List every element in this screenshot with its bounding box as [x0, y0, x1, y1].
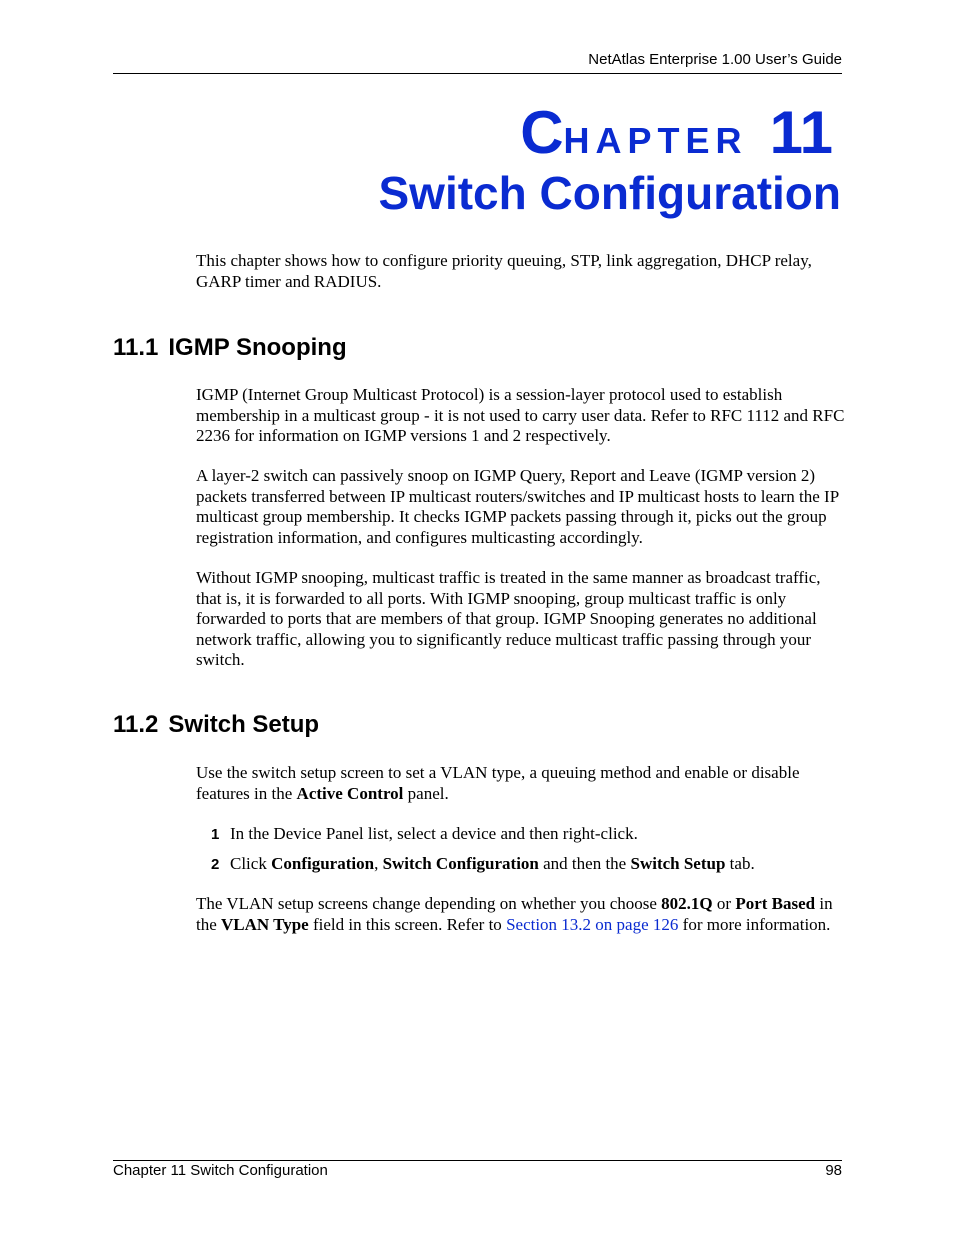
step-1	[211, 824, 638, 846]
footer-rule	[113, 1160, 842, 1161]
paragraph	[196, 894, 846, 935]
text-span: ,	[374, 854, 383, 873]
bold-term: 802.1Q	[661, 894, 713, 913]
text-span: for more information.	[678, 914, 831, 934]
bold-term: Port Based	[735, 894, 816, 913]
section-title: Switch Setup	[168, 711, 320, 738]
text-span: or	[712, 894, 736, 913]
step-2	[211, 854, 755, 876]
footer-chapter-title: Chapter 11 Switch Configuration	[113, 1162, 328, 1179]
bold-term: Switch Configuration	[382, 854, 539, 873]
step-number: 2	[211, 856, 220, 873]
section-heading-igmp-snooping	[113, 334, 347, 362]
step-text: In the Device Panel list, select a device and then right-click.	[230, 824, 638, 843]
text-span: Use the switch setup screen to set a VLAN type, a queuing method and enable or disable features in the	[196, 763, 800, 803]
text-span: panel.	[403, 783, 449, 803]
page-number: 98	[825, 1162, 842, 1179]
chapter-title: Switch Configuration	[378, 167, 841, 219]
bold-term: Switch Setup	[630, 854, 726, 873]
section-number: 11.1	[113, 334, 159, 361]
section-heading-switch-setup	[113, 711, 319, 739]
paragraph	[196, 763, 846, 804]
section-number: 11.2	[113, 711, 159, 738]
bold-term: Configuration	[271, 854, 375, 873]
text-span: field in this screen. Refer to	[308, 914, 507, 934]
paragraph: Without IGMP snooping, multicast traffic is treated in the same manner as broadcast traffic, that is, it is forwarded to all ports. With IGMP snooping, group multicast traffic is only forwarded to ports that are members of that group. IGMP Snooping generates no additional network traffic, allowing you to significantly reduce multicast traffic passing through your switch.	[196, 568, 821, 669]
text-span: Click	[230, 854, 272, 873]
chapter-label	[520, 98, 833, 167]
text-span: and then the	[538, 854, 631, 873]
chapter-label-rest: HAPTER	[563, 120, 748, 161]
chapter-number: 11	[769, 99, 833, 166]
chapter-intro: This chapter shows how to configure priority queuing, STP, link aggregation, DHCP relay, GARP timer and RADIUS.	[196, 251, 812, 291]
section-title: IGMP Snooping	[168, 334, 347, 361]
paragraph: IGMP (Internet Group Multicast Protocol) is a session-layer protocol used to establish membership in a multicast group - it is not used to carry user data. Refer to RFC 1112 and RFC 2236 for information on IGMP versions 1 and 2 respectively.	[196, 385, 845, 445]
text-span: in the	[196, 894, 833, 934]
bold-term: Active Control	[296, 783, 404, 803]
text-span: tab.	[725, 854, 755, 873]
header-rule	[113, 73, 842, 74]
cross-reference-link[interactable]: Section 13.2 on page 126	[506, 914, 679, 934]
text-span: The VLAN setup screens change depending on whether you choose	[196, 894, 662, 913]
chapter-label-initial: C	[520, 99, 564, 166]
running-header: NetAtlas Enterprise 1.00 User’s Guide	[588, 51, 842, 68]
bold-term: VLAN Type	[221, 914, 309, 934]
paragraph: A layer-2 switch can passively snoop on IGMP Query, Report and Leave (IGMP version 2) packets transferred between IP multicast routers/switches and IP multicast hosts to learn the IP multicast group membership. It checks IGMP packets passing through it, picks out the group registration information, and configures multicasting accordingly.	[196, 466, 839, 547]
step-number: 1	[211, 826, 220, 843]
